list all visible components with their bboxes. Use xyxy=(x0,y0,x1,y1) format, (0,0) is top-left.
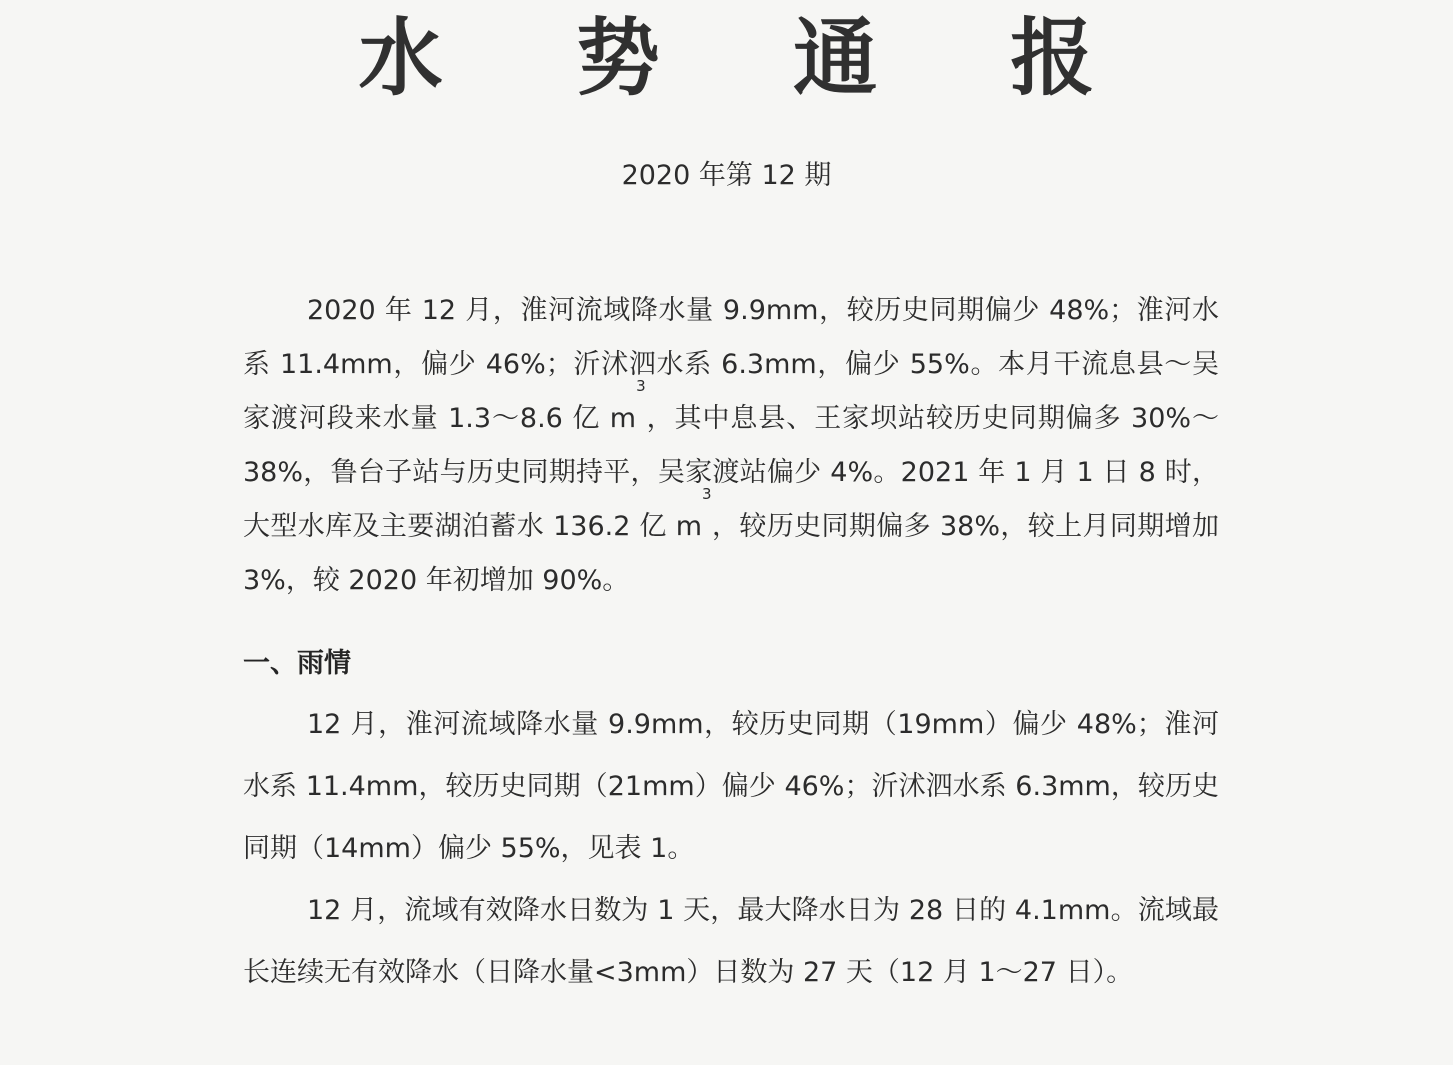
summary-paragraph xyxy=(243,284,1219,608)
summary-text-c: ，较历史同期偏多 38%，较上月同期增加 3%，较 2020 年初增加 90%。 xyxy=(243,511,1220,596)
summary-text-a: 2020 年 12 月，淮河流域降水量 9.9mm，较历史同期偏少 48%；淮河水系 11.4mm，偏少 46%；沂沭泗水系 6.3mm，偏少 55%。本月干流息县～吴家渡河段来水量 1.3～8.6 亿 m xyxy=(243,295,1219,434)
rain-paragraph-2: 12 月，流域有效降水日数为 1 天，最大降水日为 28 日的 4.1mm。流域最长连续无有效降水（日降水量<3mm）日数为 27 天（12 月 1～27 日）。 xyxy=(243,895,1219,988)
summary-superscript-b: 3 xyxy=(702,485,712,503)
summary-superscript-a: 3 xyxy=(636,377,646,395)
summary-text-b: ，其中息县、王家坝站较历史同期偏多 30%～38%，鲁台子站与历史同期持平，吴家渡站偏少 4%。2021 年 1 月 1 日 8 时，大型水库及主要湖泊蓄水 136.2 亿 m xyxy=(243,403,1219,542)
section-heading-rain: 一、雨情 xyxy=(243,648,351,679)
document-title: 水 势 通 报 xyxy=(358,9,1147,107)
issue-number: 2020 年第 12 期 xyxy=(621,160,832,191)
rain-paragraph-1: 12 月，淮河流域降水量 9.9mm，较历史同期（19mm）偏少 48%；淮河水系 11.4mm，较历史同期（21mm）偏少 46%；沂沭泗水系 6.3mm，较历史同期（14mm）偏少 55%，见表 1。 xyxy=(243,709,1219,864)
document-body xyxy=(243,284,1219,1004)
